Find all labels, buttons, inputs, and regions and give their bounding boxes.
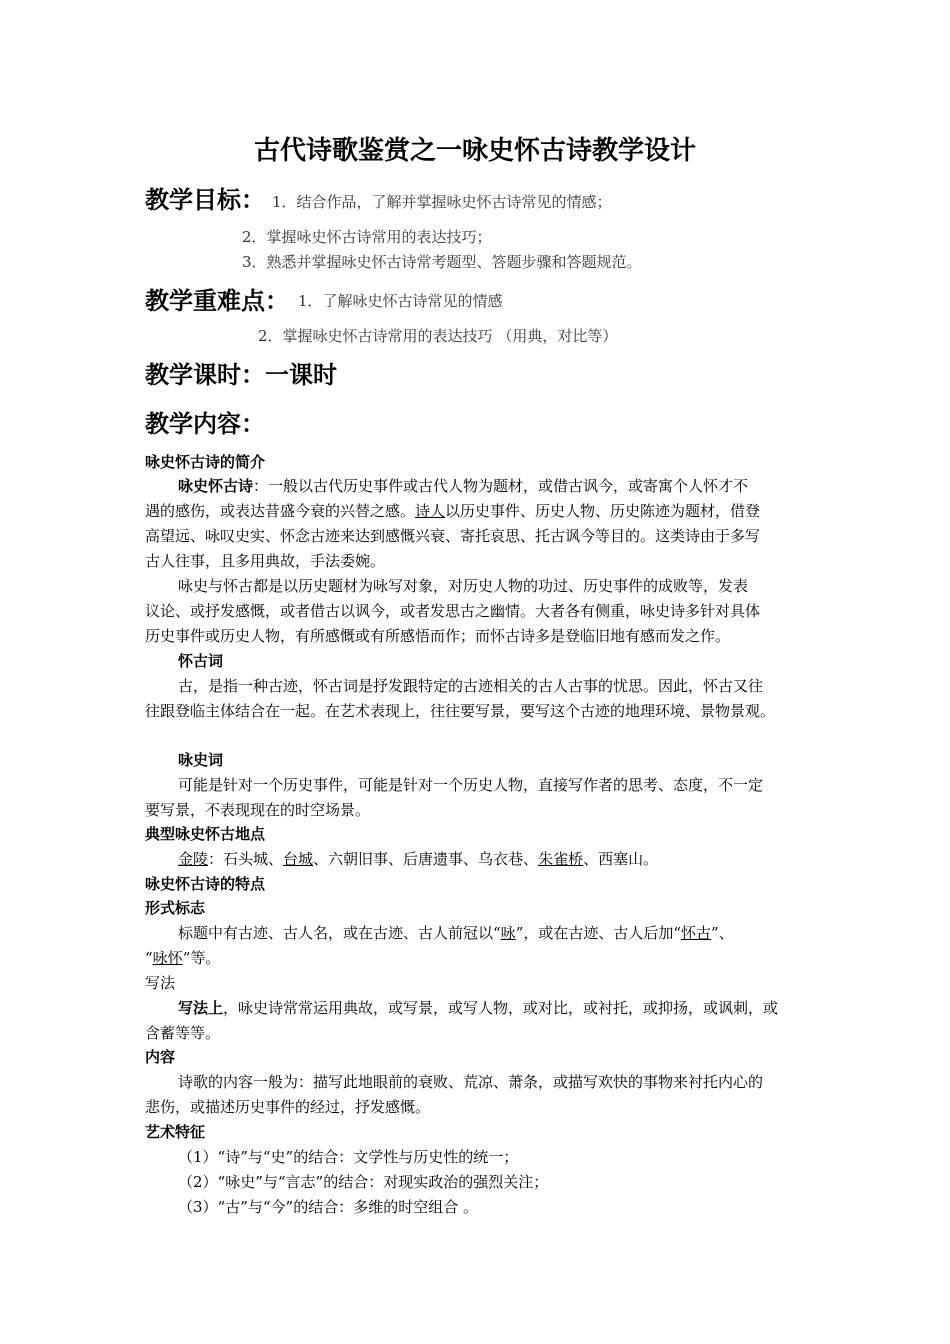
objective-item-3: 3．熟悉并掌握咏史怀古诗常考题型、答题步骤和答题规范。 bbox=[242, 253, 642, 271]
yong-link[interactable]: 咏 bbox=[500, 924, 516, 942]
form-line-2: “咏怀”等。 bbox=[145, 949, 221, 967]
features-heading: 咏史怀古诗的特点 bbox=[145, 875, 266, 893]
method-lead: 写法上 bbox=[178, 999, 224, 1017]
intro-paragraph-line-3: 高望远、咏叹史实、怀念古迹来达到感慨兴衰、寄托哀思、托古讽今等目的。这类诗由于多写 bbox=[145, 527, 761, 545]
huaigu-heading: 怀古词 bbox=[178, 652, 224, 670]
form-line-1: 标题中有古迹、古人名，或在古迹、古人前冠以“咏”，或在古迹、古人后加“怀古”、 bbox=[178, 924, 734, 942]
places-heading: 典型咏史怀古地点 bbox=[145, 825, 266, 843]
zhuqueqiao-link[interactable]: 朱雀桥 bbox=[538, 850, 584, 868]
content-line-2: 悲伤，或描述历史事件的经过，抒发感慨。 bbox=[145, 1098, 431, 1116]
objectives-heading: 教学目标： bbox=[145, 186, 265, 214]
taicheng-link[interactable]: 台城 bbox=[283, 850, 314, 868]
key-point-item-2: 2．掌握咏史怀古诗常用的表达技巧 （用典，对比等） bbox=[258, 327, 618, 345]
yongshi-line-1: 可能是针对一个历史事件，可能是针对一个历史人物，直接写作者的思考、态度，不一定 bbox=[178, 776, 764, 794]
compare-paragraph-line-1: 咏史与怀古都是以历史题材为咏写对象，对历史人物的功过、历史事件的成败等，发表 bbox=[178, 577, 749, 595]
document-title: 古代诗歌鉴赏之一咏史怀古诗教学设计 bbox=[253, 136, 696, 166]
huaigu-link[interactable]: 怀古 bbox=[681, 924, 712, 942]
huaigu-line-2: 往跟登临主体结合在一起。在艺术表现上，往往要写景，要写这个古迹的地理环境、景物景观。 bbox=[145, 702, 776, 720]
places-line: 金陵：石头城、台城、六朝旧事、后唐遗事、乌衣巷、朱雀桥、西塞山。 bbox=[178, 850, 659, 868]
class-hours-heading: 教学课时：一课时 bbox=[145, 361, 337, 389]
method-line-2: 含蓄等等。 bbox=[145, 1024, 221, 1042]
compare-paragraph-line-3: 历史事件或历史人物，有所感慨或有所感悟而作；而怀古诗多是登临旧地有感而发之作。 bbox=[145, 627, 731, 645]
key-point-item-1: 1．了解咏史怀古诗常见的情感 bbox=[298, 292, 503, 310]
objective-item-1: 1．结合作品，了解并掌握咏史怀古诗常见的情感； bbox=[272, 193, 612, 211]
content-section-heading: 内容 bbox=[145, 1048, 176, 1066]
method-heading: 写法 bbox=[145, 974, 176, 992]
huaigu-line-1: 古，是指一种古迹，怀古词是抒发跟特定的古迹相关的古人古事的忧思。因此，怀古又往 bbox=[178, 677, 764, 695]
yongshi-heading: 咏史词 bbox=[178, 751, 224, 769]
objective-item-2: 2．掌握咏史怀古诗常用的表达技巧； bbox=[242, 228, 492, 246]
compare-paragraph-line-2: 议论、或抒发感慨，或者借古以讽今，或者发思古之幽情。大者各有侧重，咏史诗多针对具体 bbox=[145, 602, 761, 620]
content-heading: 教学内容： bbox=[145, 410, 265, 438]
yongshi-line-2: 要写景，不表现现在的时空场景。 bbox=[145, 801, 371, 819]
key-points-heading: 教学重难点： bbox=[145, 287, 289, 315]
intro-heading: 咏史怀古诗的简介 bbox=[145, 453, 266, 471]
method-line-1: 写法上，咏史诗常常运用典故，或写景，或写人物，或对比，或衬托，或抑扬，或讽刺，或 bbox=[178, 999, 779, 1017]
intro-paragraph-line-4: 古人往事，且多用典故，手法委婉。 bbox=[145, 552, 386, 570]
art-item-3: （3）“古”与“今”的结合：多维的时空组合 。 bbox=[178, 1198, 478, 1216]
intro-term: 咏史怀古诗 bbox=[178, 477, 254, 495]
jinling-link[interactable]: 金陵 bbox=[178, 850, 209, 868]
art-item-2: （2）“咏史”与“言志”的结合：对现实政治的强烈关注； bbox=[178, 1173, 549, 1191]
art-heading: 艺术特征 bbox=[145, 1123, 206, 1141]
poet-link[interactable]: 诗人 bbox=[415, 502, 446, 520]
intro-paragraph-line-2: 遇的感伤，或表达昔盛今衰的兴替之感。诗人以历史事件、历史人物、历史陈迹为题材，借登 bbox=[145, 502, 761, 520]
content-line-1: 诗歌的内容一般为：描写此地眼前的衰败、荒凉、萧条，或描写欢快的事物来衬托内心的 bbox=[178, 1073, 764, 1091]
intro-paragraph-line-1: 咏史怀古诗：一般以古代历史事件或古代人物为题材，或借古讽今，或寄寓个人怀才不 bbox=[178, 477, 749, 495]
yonghuai-link[interactable]: 咏怀 bbox=[152, 949, 183, 967]
form-heading: 形式标志 bbox=[145, 899, 206, 917]
art-item-1: （1）“诗”与“史”的结合：文学性与历史性的统一； bbox=[178, 1148, 519, 1166]
